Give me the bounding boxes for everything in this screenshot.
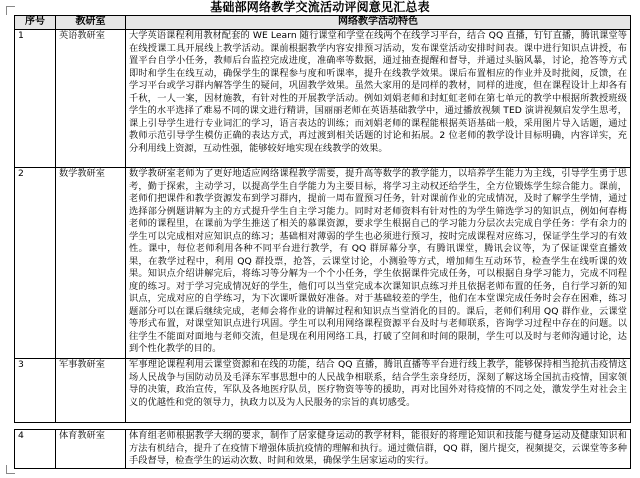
header-serial-number: 序号 [15,16,56,30]
table-header-row [15,16,631,30]
table-row [15,359,631,423]
row-content: 军事理论课程利用云课堂资源和在线的功能，结合 QQ 直播，腾讯直播等平台进行线上教学，能够保持相当抢抗击疫情这场人民战争与国防动员及毛泽东军事思想中的人民战争相联系，结合学生亲身经历，深刻了解这场全国抗击疫情，国家领导的决策，政治宣传，军队及各地医疗队员，医疗物资等等的援助，再对比国外对待疫情的不同之处，激发学生对社会主义的优越性和党的领导力，执政力以及为人民服务的宗旨的真切感受。 [126,359,631,423]
row-content: 体育组老师根据教学大纲的要求，制作了居家健身运动的教学材料，能很好的将理论知识和技能与健身运动及健康知识和方法有机结合，提升了在疫情下增强体质抗疫情的理解和执行。通过微信群，QQ 群，图片提交，视频提交，云课堂等多种手段督导，检查学生的运动次数、时间和效果，确保学生居家运动的实行。 [126,430,631,469]
row-number: 4 [15,430,56,469]
row-number: 2 [15,168,56,359]
page-break-gap [15,423,631,430]
row-content: 数学教研室老师为了更好地适应网络课程教学需要，提升高等数学的教学能力，以培养学生能力为主线，引导学生勇于思考，勤于探索，主动学习，以提高学生自学能力为主要目标，将学习主动权还给学生，全方位锻炼学生综合能力。课前，老师们把课件和教学资源发布到学习群内，提前一周布置预习任务，针对课前作业的完成情况，及时了解学生学情，通过选择部分例题讲解为主的方式提升学生自主学习能力。同时对老师资料有针对性的为学生筛选学习的知识点，例如何春梅老师的课程里，在课前为学生推送了相关的慕课资源，要求学生根据自己的学习能力分层次去完成自学任务：学有余力的学生可以完成相对应知识点的练习；基础相对薄弱的学生也必须进行预习，按时完成课程对应练习，保证学生学习的有效性。课中，每位老师利用各种不同平台进行教学，有 QQ 群屏幕分享，有腾讯课堂，腾讯会议等，为了保证课堂直播效果，在教学过程中，利用 QQ 群投票，抢答，云课堂讨论，小测验等方式，增加师生互动环节，检查学生在线听课的效果。知识点介绍讲解完后，将练习等分解为一个个小任务，学生依据课件完成任务，可以根据自身学习能力，完成不同程度的练习。对于学习完成情况好的学生，他们可以当堂完成本次课知识点练习并且依据老师布置的任务，自行学习新的知识点，完成对应的自学练习，为下次课听课做好准备。对于基础较差的学生，他们在本堂课完成任务时会存在困难，练习题部分可以在课后继续完成，老师会将作业的讲解过程和知识点当堂消化的目的。课后，老师们利用 QQ 群作业，云课堂等形式布置，对课堂知识点进行巩固。学生可以利用网络课程资源平台及时与老师联系，咨询学习过程中存在的问题。以往学生不能面对面地与老师交流，但是现在利用网络工具，打破了空间和时间的限制，学生可以及时与老师沟通讨论，达到个性化教学的目的。 [126,168,631,359]
row-number: 1 [15,30,56,168]
table-row [15,430,631,469]
document-title: 基础部网络教学交流活动评阅意见汇总表 [210,0,430,14]
row-number: 3 [15,359,56,423]
row-content: 大学英语课程利用教材配套的 WE Learn 随行课堂和学堂在线两个在线学习平台，结合 QQ 直播，钉钉直播，腾讯课堂等在线授课工具开展线上教学活动。课前根据教学内容安排预习活动，发布课堂活动安排时间表。课中进行知识点讲授，布置平台自学小任务，教师后台监控完成进度，准确率等数据，通过抽查提醒和督导，并通过头脑风暴，讨论，抢答等方式即时和学生在线互动，确保学生的课程参与度和听课率，提升在线教学效果。课后布置相应的作业并及时批阅，反馈，在学习平台或学习群内解答学生的疑问，巩固教学效果。虽然大家用的是同样的教材，同样的进度，但在课程设计上却各有千秋，一人一案，因材施教，有针对性的开展教学活动。例如刘娟老师和封虹虹老师在第七单元的教学中根据所教授班级学生的水平选择了难易不同的课文进行精讲，国丽丽老师在英语基础教学中，通过播放视频 TED 演讲视频启发学生思考，课上引导学生进行专业词汇的学习，语言表达的训练；而刘娟老师的课程能根据英语基础一般，采用图片导入话题，通过教师示范引导学生模仿正确的表达方式，再过渡到相关话题的讨论和拓展。2 位老师的教学设计目标明确，内容详实，充分利用线上资源，互动性强，能够较好地实现在线教学的效果。 [126,30,631,168]
summary-table [14,15,631,469]
row-department: 英语教研室 [56,30,126,168]
header-activity-features: 网络教学活动特色 [126,16,631,30]
table-row [15,30,631,168]
row-department: 军事教研室 [56,359,126,423]
row-department: 体育教研室 [56,430,126,469]
table-row [15,168,631,359]
row-department: 数学教研室 [56,168,126,359]
header-teaching-section: 教研室 [56,16,126,30]
